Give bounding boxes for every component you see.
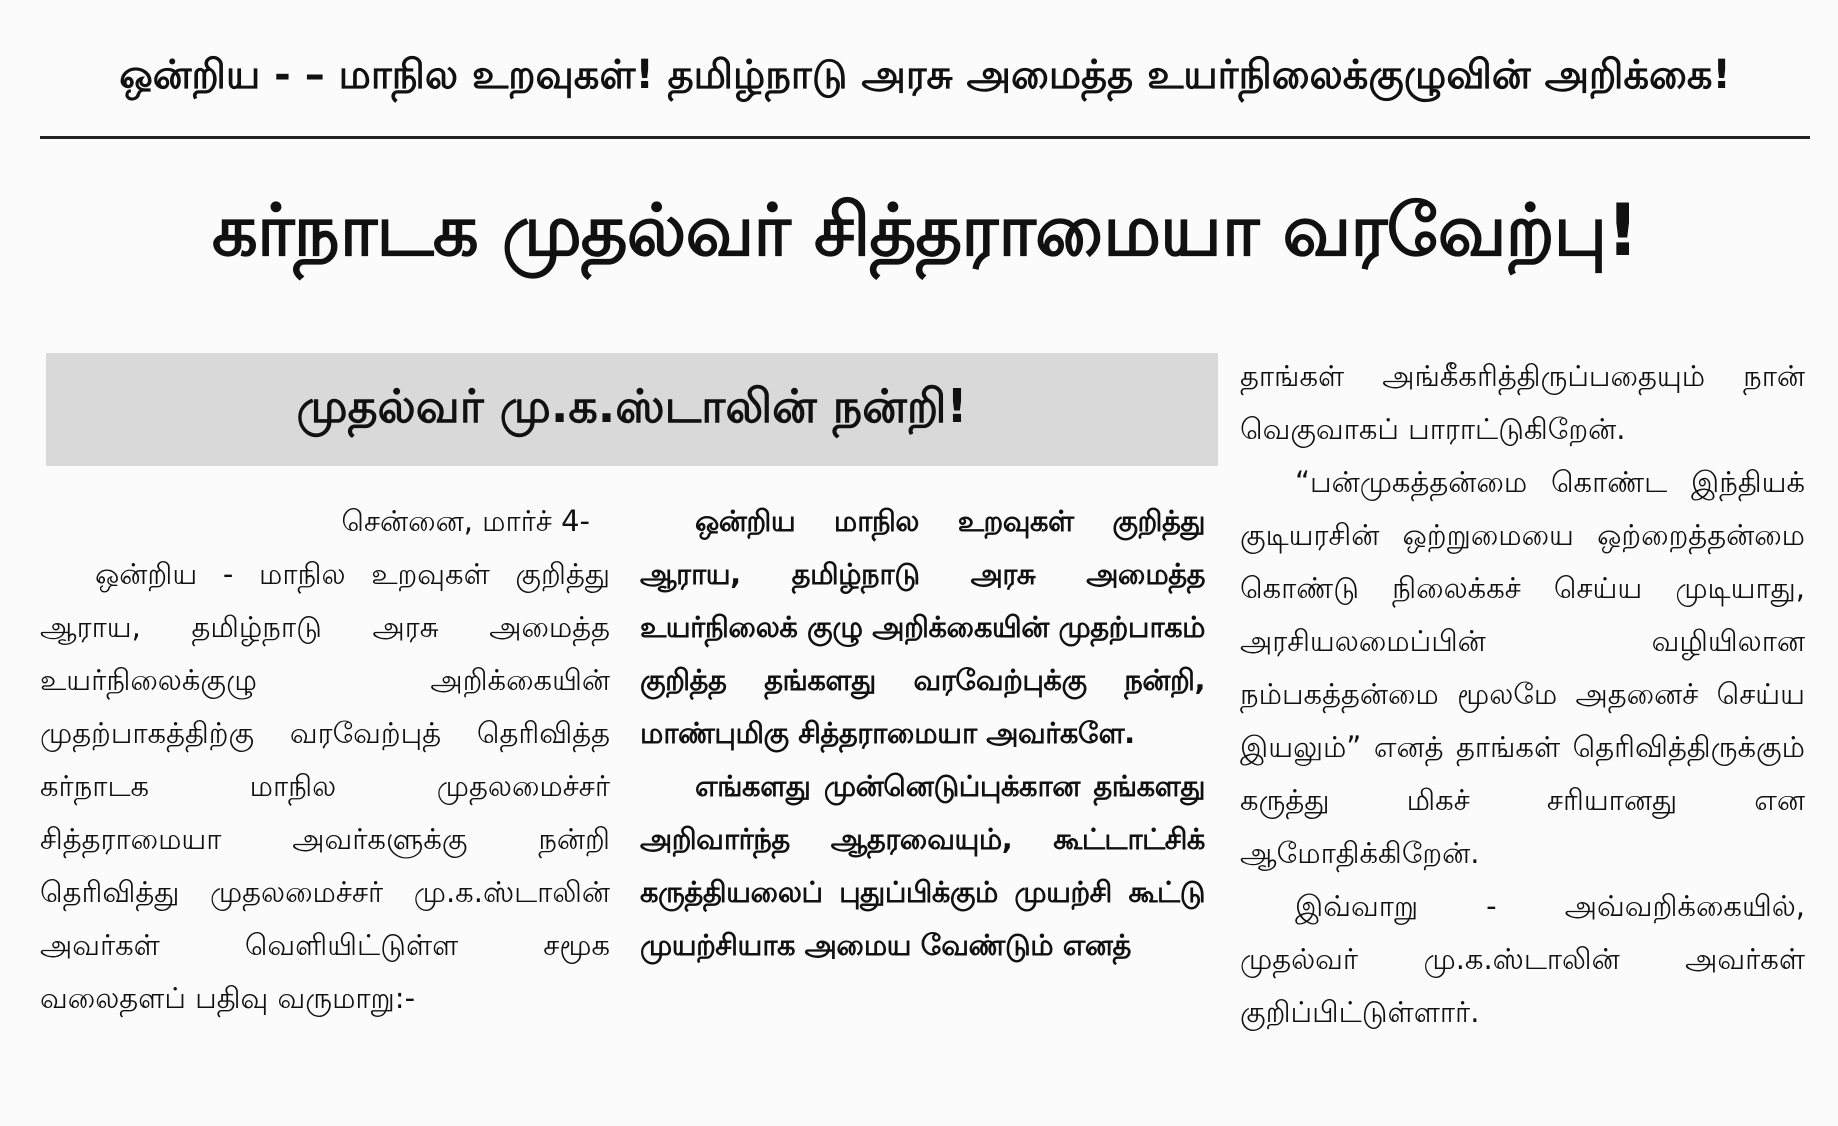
headline-divider bbox=[40, 136, 1810, 139]
kicker-headline: ஒன்றிய - – மாநில உறவுகள்! தமிழ்நாடு அரசு அமைத்த உயர்நிலைக்குழுவின் அறிக்கை! bbox=[119, 51, 1731, 98]
column1-paragraph: ஒன்றிய - மாநில உறவுகள் குறித்து ஆராய, தமிழ்நாடு அரசு அமைத்த உயர்நிலைக்குழு அறிக்கையின் முதற்பாகத்திற்கு வரவேற்புத் தெரிவித்த கர்நாடக மாநில முதலமைச்சர் சித்தராமையா அவர்களுக்கு நன்றி தெரிவித்து முதலமைச்சர் மு.க.ஸ்டாலின் அவர்கள் வெளியிட்டுள்ள சமூக வலைதளப் பதிவு வருமாறு:- bbox=[40, 557, 610, 1015]
column3-paragraph-2: “பன்முகத்தன்மை கொண்ட இந்தியக் குடியரசின் ஒற்றுமையை ஒற்றைத்தன்மை கொண்டு நிலைக்கச் செய்ய முடியாது, அரசியலமைப்பின் வழியிலான நம்பகத்தன்மை மூலமே அதனைச் செய்ய இயலும்” எனத் தாங்கள் தெரிவித்திருக்கும் கருத்து மிகச் சரியானது என ஆமோதிக்கிறேன். bbox=[1240, 465, 1805, 870]
article-column-2 bbox=[640, 495, 1205, 972]
article-column-1 bbox=[40, 495, 610, 1025]
column3-paragraph-1: தாங்கள் அங்கீகரித்திருப்பதையும் நான் வெகுவாகப் பாராட்டுகிறேன். bbox=[1240, 359, 1805, 446]
column3-paragraph-3: இவ்வாறு - அவ்வறிக்கையில், முதல்வர் மு.க.ஸ்டாலின் அவர்கள் குறிப்பிட்டுள்ளார். bbox=[1240, 889, 1805, 1029]
column2-paragraph-1: ஒன்றிய மாநில உறவுகள் குறித்து ஆராய, தமிழ்நாடு அரசு அமைத்த உயர்நிலைக் குழு அறிக்கையின் முதற்பாகம் குறித்த தங்களது வரவேற்புக்கு நன்றி, மாண்புமிகு சித்தராமையா அவர்களே. bbox=[640, 504, 1205, 750]
subheadline-box: முதல்வர் மு.க.ஸ்டாலின் நன்றி! bbox=[46, 353, 1218, 466]
column2-paragraph-2: எங்களது முன்னெடுப்புக்கான தங்களது அறிவார்ந்த ஆதரவையும், கூட்டாட்சிக் கருத்தியலைப் புதுப்பிக்கும் முயற்சி கூட்டு முயற்சியாக அமைய வேண்டும் எனத் bbox=[640, 769, 1205, 962]
dateline: சென்னை, மார்ச் 4- bbox=[341, 504, 590, 538]
article-column-3 bbox=[1240, 350, 1805, 1039]
main-headline: கர்நாடக முதல்வர் சித்தராமையா வரவேற்பு! bbox=[211, 188, 1639, 272]
